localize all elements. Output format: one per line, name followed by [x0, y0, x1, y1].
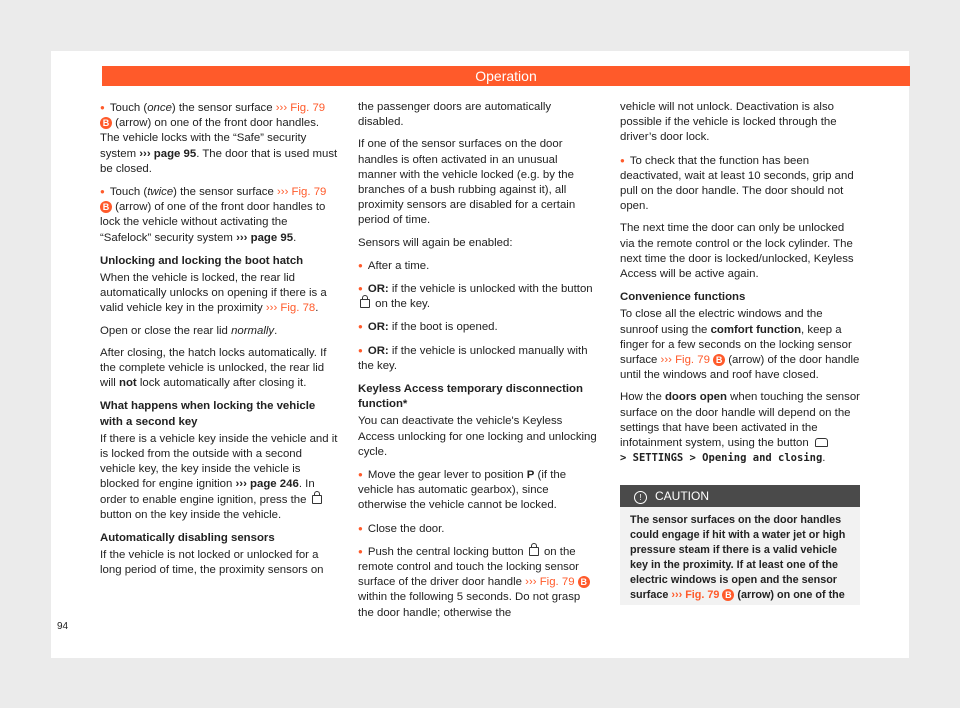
- callout-badge: B: [100, 201, 112, 213]
- paragraph: If there is a vehicle key inside the vehicle and it is locked from the outside with a second vehicle key, the key inside the vehicle is blocked for engine ignition ››› page 246. In order to enable engine ignition, press the button on the key inside the vehicle.: [100, 432, 338, 521]
- paragraph: How the doors open when touching the sensor surface on the door handle will depend on the settings that have been activated in the infotainment system, using the button > SETTINGS > Opening and closing.: [620, 391, 860, 465]
- unlock-icon: [360, 299, 370, 308]
- bullet-item: ● Move the gear lever to position P (if the vehicle has automatic gearbox), since otherwise the vehicle cannot be locked.: [358, 467, 598, 514]
- page-reference[interactable]: ››› page 95: [139, 147, 197, 160]
- warning-icon: !: [634, 491, 647, 504]
- paragraph: the passenger doors are automatically disabled.: [358, 101, 552, 129]
- caution-text: The sensor surfaces on the door handles could engage if hit with a water jet or high pressure steam if there is a valid vehicle key in the proximity. If at least one of the electric windows is open and the sensor surface ››› Fig. 79 B (arrow) on one of the: [630, 514, 846, 601]
- heading-keyless-disconnect: Keyless Access temporary disconnection function*: [358, 383, 583, 411]
- callout-badge: B: [578, 576, 590, 588]
- menu-path: > SETTINGS > Opening and closing: [620, 452, 823, 465]
- paragraph: When the vehicle is locked, the rear lid automatically unlocks on opening if there is a valid vehicle key in the proximity ››› Fig. 78.: [100, 272, 327, 315]
- heading-second-key: What happens when locking the vehicle with a second key: [100, 400, 316, 428]
- caution-header: [620, 485, 860, 507]
- page-reference[interactable]: ››› page 95: [236, 231, 294, 244]
- fig-reference[interactable]: ››› Fig. 79: [525, 576, 575, 589]
- bullet-item: ● Close the door.: [358, 521, 598, 537]
- section-header: Operation: [102, 66, 910, 86]
- caution-box: [620, 485, 860, 605]
- car-icon: [815, 438, 828, 447]
- bullet-item: ● To check that the function has been deactivated, wait at least 10 seconds, grip and pull on the door handle. The door should not open.: [620, 153, 860, 215]
- column-1: [100, 100, 340, 586]
- caution-title: CAUTION: [655, 489, 709, 503]
- column-2: [358, 100, 598, 628]
- bullet-item: ● Push the central locking button on the remote control and touch the locking sensor surface of the driver door handle ››› Fig. 79 B within the following 5 seconds. Do not grasp the door handle; otherwise the: [358, 544, 598, 621]
- heading-boot-hatch: Unlocking and locking the boot hatch: [100, 254, 304, 267]
- fig-reference[interactable]: ››› Fig. 79: [660, 354, 710, 367]
- paragraph: If one of the sensor surfaces on the door handles is often activated in an unusual manner with the vehicle locked (e.g. by the branches of a bush rubbing against it), all proximity sensors are disabled for a certain period of time.: [358, 138, 576, 227]
- paragraph: The next time the door can only be unlocked via the remote control or the lock cylinder. The next time the door is locked/unlocked, Keyless Access will be active again.: [620, 222, 854, 281]
- bullet-item: ● OR: if the vehicle is unlocked with the button on the key.: [358, 281, 598, 312]
- callout-badge: B: [713, 354, 725, 366]
- lock-icon: [529, 547, 539, 556]
- bullet-touch-twice: ● Touch (twice) the sensor surface ››› Fig. 79 B (arrow) of one of the front door handles to lock the vehicle without activating the “Safelock” security system ››› page 95.: [100, 184, 340, 246]
- heading-disabling-sensors: Automatically disabling sensors: [100, 532, 275, 545]
- fig-reference[interactable]: ››› Fig. 78: [265, 302, 316, 315]
- bullet-touch-once: ● Touch (once) the sensor surface ››› Fig. 79 B (arrow) on one of the front door handles. The vehicle locks with the “Safe” security system ››› page 95. The door that is used must be closed.: [100, 100, 340, 177]
- paragraph: vehicle will not unlock. Deactivation is also possible if the vehicle is locked through the driver’s door lock.: [620, 101, 837, 144]
- paragraph: To close all the electric windows and the sunroof using the comfort function, keep a finger for a few seconds on the locking sensor surface ››› Fig. 79 B (arrow) of the door handle until the windows and roof have closed.: [620, 308, 860, 382]
- column-3: [620, 100, 860, 473]
- callout-badge: B: [100, 117, 112, 129]
- paragraph: After closing, the hatch locks automatically. If the complete vehicle is unlocked, the rear lid will not lock automatically after closing it.: [100, 346, 327, 390]
- bullet-item: ● OR: if the boot is opened.: [358, 319, 598, 335]
- paragraph: Open or close the rear lid normally.: [100, 324, 278, 337]
- page-number: 94: [57, 621, 69, 632]
- fig-reference[interactable]: ››› Fig. 79: [671, 589, 720, 601]
- fig-reference[interactable]: ››› Fig. 79: [275, 102, 326, 114]
- bullet-item: ● After a time.: [358, 258, 598, 274]
- page-reference[interactable]: ››› page 246: [235, 478, 299, 491]
- paragraph: If the vehicle is not locked or unlocked for a long period of time, the proximity sensors on: [100, 549, 324, 577]
- paragraph: You can deactivate the vehicle's Keyless Access unlocking for one locking and unlocking cycle.: [358, 415, 597, 458]
- manual-page: [51, 51, 909, 658]
- heading-convenience: Convenience functions: [620, 291, 746, 304]
- unlock-icon: [312, 495, 322, 504]
- paragraph: Sensors will again be enabled:: [358, 236, 513, 249]
- fig-reference[interactable]: ››› Fig. 79: [277, 186, 327, 199]
- callout-badge: B: [722, 589, 734, 601]
- bullet-item: ● OR: if the vehicle is unlocked manually with the key.: [358, 343, 598, 374]
